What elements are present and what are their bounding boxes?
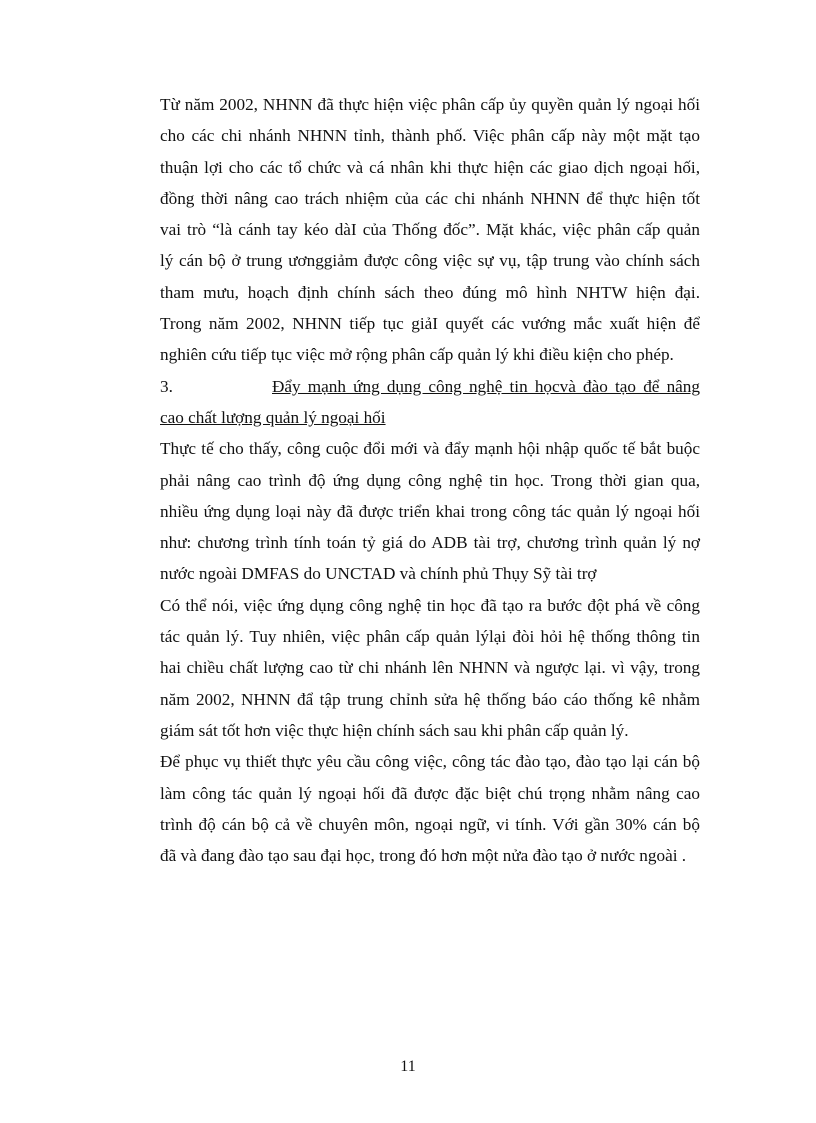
text-line: vai trò “là cánh tay kéo dàI của Thống đốc”. Mặt khác, việc phân cấp quản — [160, 220, 700, 240]
text-line: Từ năm 2002, NHNN đã thực hiện việc phân cấp ủy quyền quản lý ngoại hối — [160, 95, 700, 114]
text-line: phải nâng cao trình độ ứng dụng công nghệ tin học. Trong thời gian qua, — [160, 470, 700, 490]
text-line: tác quản lý. Tuy nhiên, việc phân cấp quản lýlại đòi hỏi hệ thống thông tin — [160, 627, 700, 647]
text-line: hai chiều chất lượng cao từ chi nhánh lên NHNN và ngược lại. vì vậy, trong — [160, 658, 700, 678]
text-line: như: chương trình tính toán tỷ giá do ADB tài trợ, chương trình quản lý nợ — [160, 533, 700, 553]
section-title: Đẩy mạnh ứng dụng công nghệ tin họcvà đào tạo để nâng — [272, 376, 700, 396]
paragraph-decentralization — [160, 89, 700, 371]
section-heading-line-1 — [160, 371, 700, 402]
text-line: nhiều ứng dụng loại này đã được triển khai trong công tác quản lý ngoại hối — [160, 501, 700, 521]
text-line: Để phục vụ thiết thực yêu cầu công việc, công tác đào tạo, đào tạo lại cán bộ — [160, 752, 700, 772]
section-title-continued: cao chất lượng quản lý ngoại hối — [160, 407, 386, 427]
document-body — [160, 89, 700, 871]
text-line: tham mưu, hoạch định chính sách theo đúng mô hình NHTW hiện đại. — [160, 282, 700, 302]
page-number: 11 — [400, 1058, 416, 1075]
paragraph-it-application — [160, 433, 700, 589]
text-line: trình độ cán bộ cả về chuyên môn, ngoại ngữ, vi tính. Với gần 30% cán bộ — [160, 814, 700, 834]
text-line: cho các chi nhánh NHNN tỉnh, thành phố. Việc phân cấp này một mặt tạo — [160, 126, 700, 146]
text-line: đồng thời nâng cao trách nhiệm của các chi nhánh NHNN để thực hiện tốt — [160, 188, 700, 208]
text-line: lý cán bộ ở trung ươnggiảm được công việc sự vụ, tập trung vào chính sách — [160, 251, 700, 271]
text-line: nghiên cứu tiếp tục việc mở rộng phân cấp quản lý khi điều kiện cho phép. — [160, 345, 674, 365]
paragraph-training — [160, 746, 700, 871]
text-line: làm công tác quản lý ngoại hối đã được đặc biệt chú trọng nhằm nâng cao — [160, 783, 700, 803]
text-line: giám sát tốt hơn việc thực hiện chính sách sau khi phân cấp quản lý. — [160, 720, 629, 740]
text-line: năm 2002, NHNN đẩ tập trung chỉnh sửa hệ thống báo cáo thống kê nhằm — [160, 689, 700, 709]
text-line: nước ngoài DMFAS do UNCTAD và chính phủ Thụy Sỹ tài trợ — [160, 564, 597, 584]
text-line: đã và đang đào tạo sau đại học, trong đó hơn một nửa đào tạo ở nước ngoài . — [160, 846, 687, 866]
text-line: Trong năm 2002, NHNN tiếp tục giảI quyết các vướng mắc xuất hiện để — [160, 314, 700, 334]
section-number: 3. — [160, 376, 173, 396]
paragraph-breakthrough — [160, 590, 700, 746]
text-line: Có thể nói, việc ứng dụng công nghệ tin học đã tạo ra bước đột phá về công — [160, 595, 700, 615]
section-heading — [160, 371, 700, 434]
text-line: thuận lợi cho các tổ chức và cá nhân khi thực hiện các giao dịch ngoại hối, — [160, 157, 700, 177]
text-line: Thực tế cho thấy, công cuộc đổi mới và đẩy mạnh hội nhập quốc tế bắt buộc — [160, 439, 700, 459]
